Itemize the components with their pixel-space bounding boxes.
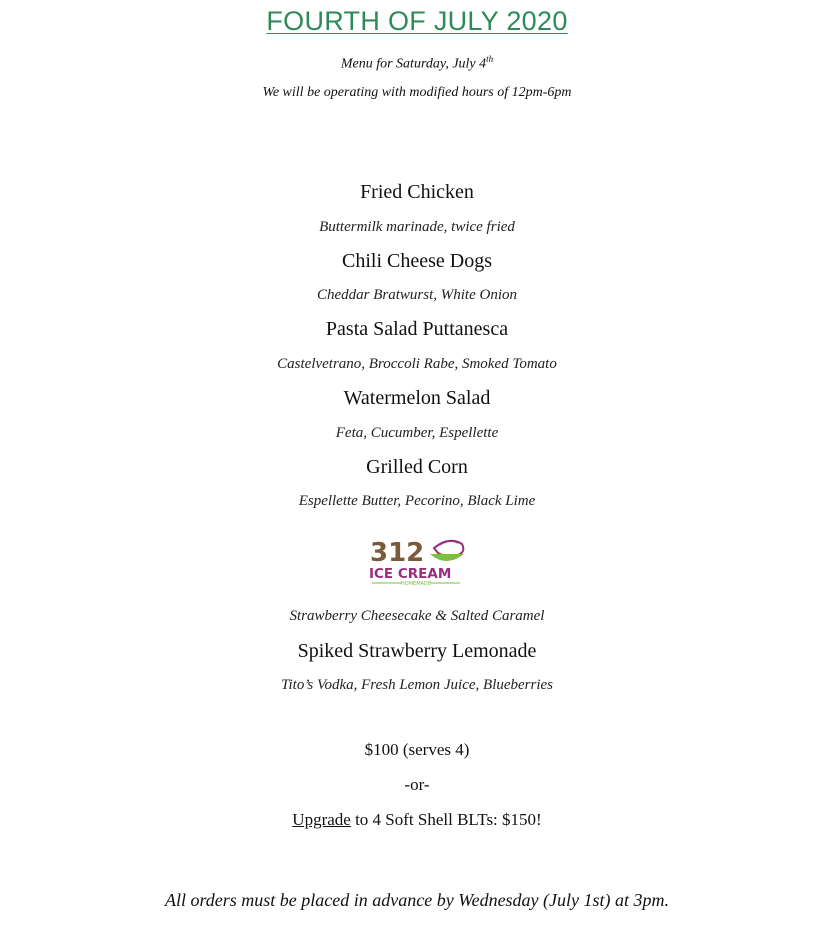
or-divider: -or-: [404, 775, 430, 794]
dish-name: Pasta Salad Puttanesca: [325, 318, 509, 340]
hours-note: We will be operating with modified hours of 12pm-6pm: [262, 85, 572, 100]
312-ice-cream-logo: [366, 532, 466, 588]
menu-title: FOURTH OF JULY 2020: [266, 6, 568, 36]
drink-description: Tito’s Vodka, Fresh Lemon Juice, Blueberries: [280, 677, 554, 693]
dish-description: Espellette Butter, Pecorino, Black Lime: [298, 493, 536, 509]
upgrade-offer: Upgrade to 4 Soft Shell BLTs: $150!: [292, 810, 542, 829]
logo-number: 312: [370, 538, 425, 568]
menu-date: Menu for Saturday, July 4th: [340, 54, 494, 72]
dish-description: Cheddar Bratwurst, White Onion: [316, 287, 517, 303]
dish-description: Castelvetrano, Broccoli Rabe, Smoked Tomato: [277, 356, 557, 372]
logo-brand: ICE CREAM: [369, 566, 452, 582]
dish-name: Chili Cheese Dogs: [342, 250, 492, 272]
order-deadline-note: All orders must be placed in advance by Wednesday (July 1st) at 3pm.: [164, 890, 670, 910]
upgrade-link[interactable]: Upgrade: [292, 810, 351, 829]
dish-description: Feta, Cucumber, Espellette: [335, 425, 499, 441]
logo-tagline: HOMEMADE: [401, 581, 431, 587]
dish-name: Watermelon Salad: [343, 387, 491, 409]
drink-name: Spiked Strawberry Lemonade: [297, 640, 537, 662]
dish-description: Buttermilk marinade, twice fried: [319, 219, 515, 235]
dish-name: Grilled Corn: [366, 456, 468, 478]
dessert-description: Strawberry Cheesecake & Salted Caramel: [289, 608, 545, 624]
dish-name: Fried Chicken: [360, 181, 474, 203]
ice-cream-bowl-icon: [430, 541, 464, 561]
price: $100 (serves 4): [364, 740, 470, 759]
